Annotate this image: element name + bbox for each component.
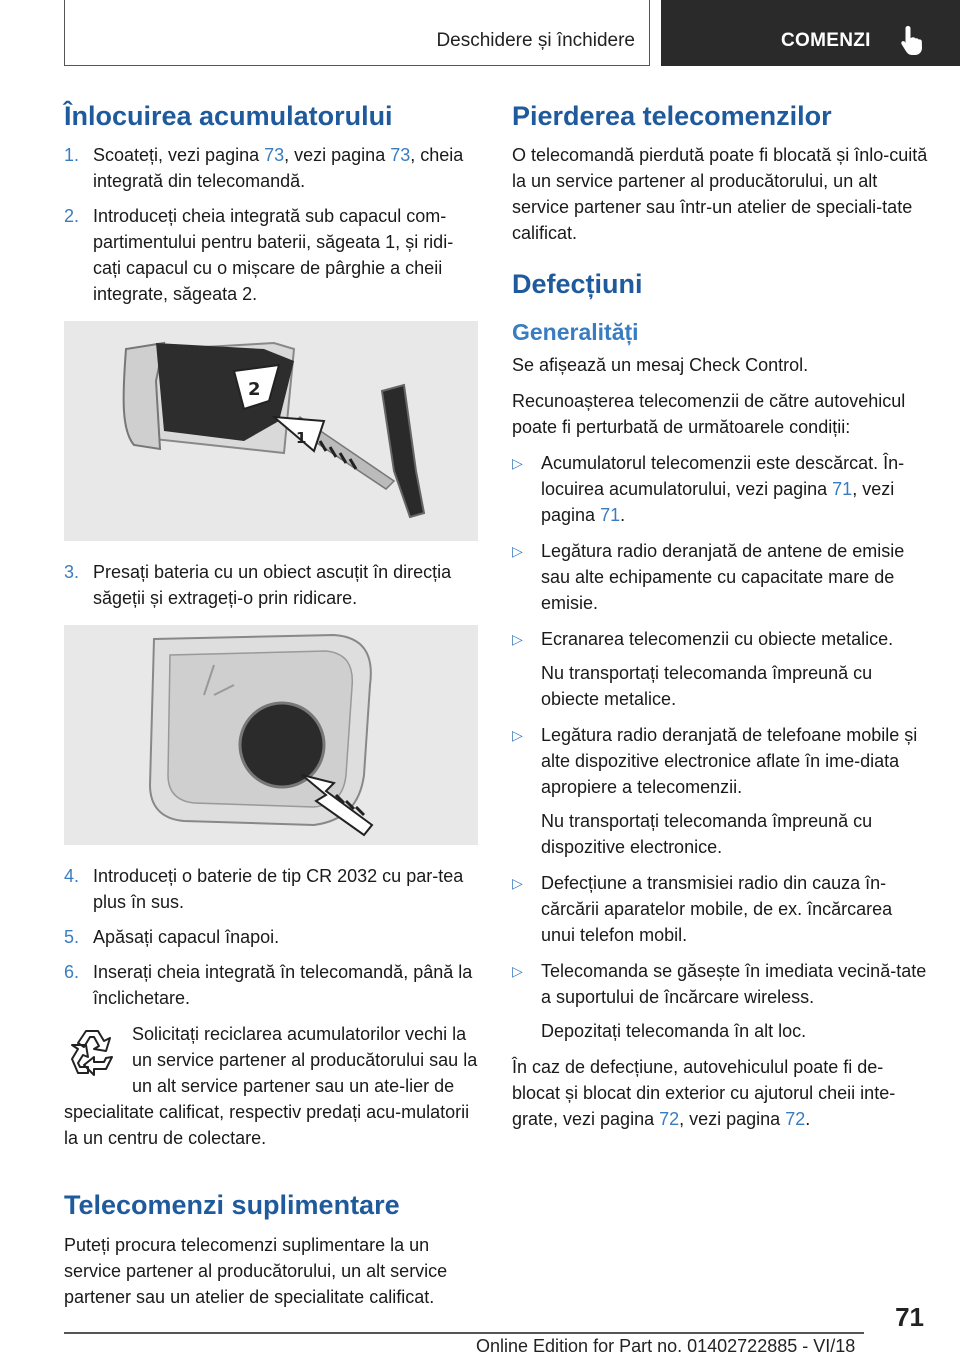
page-link-72[interactable]: 72 (785, 1108, 806, 1129)
step-text: Introduceți o baterie de tip CR 2032 cu par-tea plus în sus. (93, 866, 464, 913)
battery-steps-list-b (64, 559, 478, 611)
header-section-title: Deschidere și închidere (436, 30, 635, 51)
additional-remotes-heading: Telecomenzi suplimentare (64, 1190, 400, 1221)
header-section-box (64, 0, 650, 66)
header-tab-comenzi[interactable] (661, 0, 960, 66)
header-tab-label: COMENZI (781, 30, 871, 51)
step-text: Apăsați capacul înapoi. (93, 927, 280, 948)
step-text: Scoateți, vezi pagina (93, 145, 265, 166)
battery-extraction-image (64, 625, 478, 845)
para-text: . (805, 1108, 811, 1129)
item-text: Acumulatorul telecomenzii este descărcat. În-locuirea acumulatorului, vezi pagina (541, 452, 905, 499)
item-text: Legătura radio deranjată de telefoane mobile și alte dispozitive electronice aflate în ime-diata apropiere a telecomenzii. (541, 724, 918, 797)
svg-text:2: 2 (248, 379, 261, 401)
step-3 (64, 559, 478, 611)
battery-replacement-heading: Înlocuirea acumulatorului (64, 101, 393, 131)
general-subheading: Generalități (512, 318, 639, 345)
step-4 (64, 863, 478, 915)
step-number: 3. (64, 562, 80, 583)
step-6 (64, 959, 478, 1011)
step-text: Inserați cheia integrată în telecomandă, până la înclichetare. (93, 962, 473, 1009)
footer-divider (64, 1332, 864, 1334)
battery-steps-list-a (64, 142, 478, 307)
lost-remotes-text: O telecomandă pierdută poate fi blocată și înlo-cuită la un service partener al producătorului, un alt service partener sau într-un atelier de speciali-tate calificat. (512, 145, 928, 244)
recycling-note-text: Solicitați reciclarea acumulatorilor vechi la un service partener al producătorului sau la un alt service partener sau un ate-lier de specialitate calificat, respectiv predați acu-mulatorii la un centru de colectare. (64, 1024, 478, 1149)
step-text: Presați bateria cu un obiect ascuțit în direcția săgeții și extrageți-o prin ridicare. (93, 562, 452, 609)
interference-intro-text: Recunoașterea telecomenzii de către autovehicul poate fi perturbată de următoarele condiții: (512, 390, 906, 437)
key-cover-removal-image (64, 321, 478, 541)
item-text: , vezi pagina (541, 478, 895, 525)
para-text: În caz de defecțiune, autovehiculul poate fi de-blocat și blocat din exterior cu ajutorul cheii inte-grate, vezi pagina (512, 1056, 896, 1129)
item-text: . (620, 504, 626, 525)
step-5 (64, 924, 478, 950)
footer-edition-text: Online Edition for Part no. 01402722885 - VI/18 (476, 1336, 856, 1356)
bullet-triangle-icon: ▷ (512, 542, 523, 559)
svg-text:1: 1 (296, 429, 307, 448)
list-item (512, 538, 930, 616)
step-number: 2. (64, 206, 80, 227)
item-advice: Depozitați telecomanda în alt loc. (541, 1020, 807, 1041)
bullet-triangle-icon: ▷ (512, 726, 523, 743)
interference-conditions-list (512, 450, 930, 1044)
list-item (512, 722, 930, 860)
unlock-with-key-text (512, 1054, 930, 1132)
step-1 (64, 142, 478, 194)
left-column (64, 100, 478, 1320)
pointing-hand-icon (899, 24, 925, 56)
page-link-72[interactable]: 72 (659, 1108, 680, 1129)
right-column (512, 100, 930, 1142)
bullet-triangle-icon: ▷ (512, 962, 523, 979)
item-text: Telecomanda se găsește în imediata vecină-tate a suportului de încărcare wireless. (541, 960, 927, 1007)
lost-remotes-heading: Pierderea telecomenzilor (512, 101, 832, 131)
recycle-icon (66, 1025, 118, 1077)
check-control-text: Se afișează un mesaj Check Control. (512, 354, 809, 375)
bullet-triangle-icon: ▷ (512, 454, 523, 471)
list-item (512, 450, 930, 528)
additional-remotes-text: Puteți procura telecomenzi suplimentare la un service partener al producătorului, un alt service partener sau un atelier de specialitate calificat. (64, 1234, 448, 1307)
list-item (512, 870, 930, 948)
item-text: Defecțiune a transmisiei radio din cauza în-cărcării aparatelor mobile, de ex. încărcarea unui telefon mobil. (541, 872, 893, 945)
page-link-73[interactable]: 73 (390, 145, 411, 166)
step-2 (64, 203, 478, 307)
battery-steps-list-c (64, 863, 478, 1011)
step-number: 1. (64, 145, 80, 166)
bullet-triangle-icon: ▷ (512, 630, 523, 647)
list-item (512, 626, 930, 712)
item-text: Ecranarea telecomenzii cu obiecte metalice. (541, 628, 894, 649)
page-link-73[interactable]: 73 (264, 145, 285, 166)
item-advice: Nu transportați telecomanda împreună cu dispozitive electronice. (541, 810, 873, 857)
step-text: , cheia integrată din telecomandă. (93, 145, 464, 192)
para-text: , vezi pagina (679, 1108, 786, 1129)
malfunctions-heading: Defecțiuni (512, 269, 643, 300)
step-number: 6. (64, 962, 80, 983)
item-text: Legătura radio deranjată de antene de emisie sau alte echipamente cu capacitate mare de emisie. (541, 540, 905, 613)
step-text: , vezi pagina (284, 145, 391, 166)
bullet-triangle-icon: ▷ (512, 874, 523, 891)
recycling-note (64, 1021, 478, 1151)
step-number: 4. (64, 866, 80, 887)
step-text: Introduceți cheia integrată sub capacul com-partimentului pentru baterii, săgeata 1, și ridi-cați capacul cu o mișcare de pârghie a cheii integrate, săgeata 2. (93, 206, 454, 305)
step-number: 5. (64, 927, 80, 948)
page-link-71[interactable]: 71 (832, 478, 853, 499)
list-item (512, 958, 930, 1044)
item-advice: Nu transportați telecomanda împreună cu obiecte metalice. (541, 662, 873, 709)
page-number: 71 (895, 1302, 924, 1332)
page-link-71[interactable]: 71 (600, 504, 621, 525)
